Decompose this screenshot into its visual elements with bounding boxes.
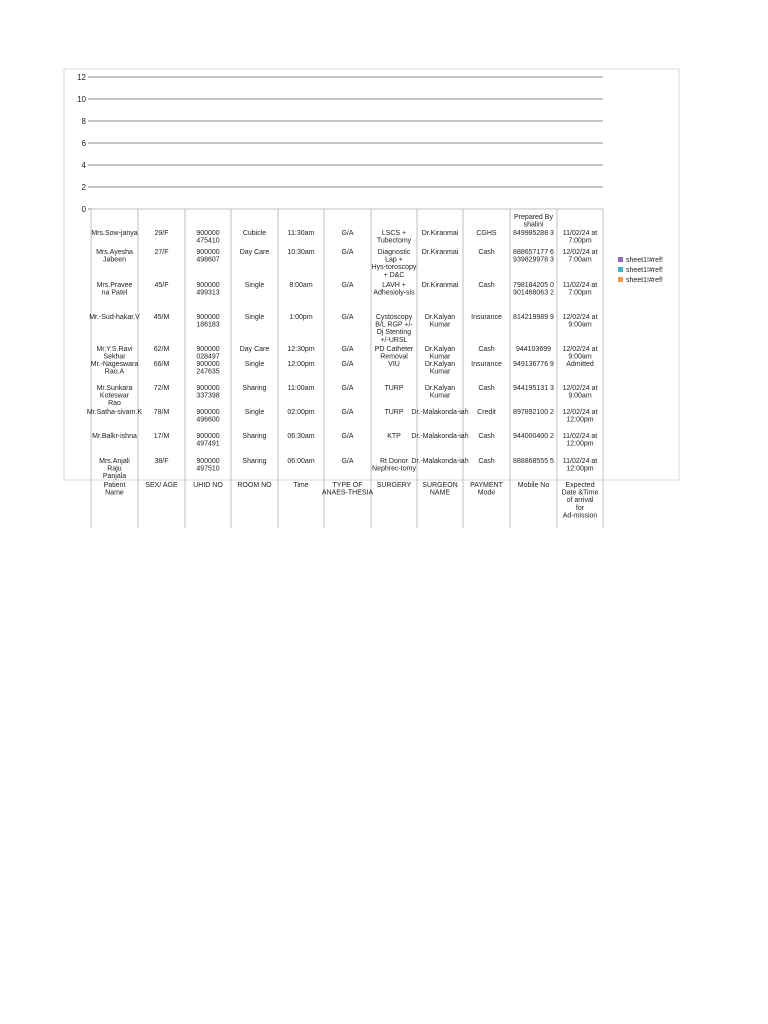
table-cell: G/A: [341, 249, 354, 256]
table-cell: G/A: [341, 458, 354, 465]
table-cell: 62/M: [153, 346, 170, 353]
table-cell: Sharing: [242, 385, 267, 392]
table-cell: CGHS: [476, 230, 497, 237]
table-cell: Cubicle: [242, 230, 267, 237]
table-cell: Mr.Satha-sivam.K: [86, 409, 143, 416]
table-cell: 11/02/24 at 7:00pm: [562, 230, 598, 245]
table-cell: Dr.Kiranmai: [421, 249, 459, 256]
table-cell: 888657177 6 939829978 3: [513, 249, 554, 264]
table-cell: Cash: [478, 433, 495, 440]
table-cell: 12/02/24 at 12:00pm: [562, 409, 598, 424]
table-cell: 12/02/24 at 9:00am: [562, 385, 598, 400]
table-cell: 900000 186183: [196, 314, 220, 329]
table-cell: 897892100 2: [513, 409, 554, 416]
table-cell: Mr.Sunkara Koteswar Rao: [96, 385, 133, 408]
table-cell: Cash: [478, 282, 495, 289]
table-cell: 12/02/24 at 9:00am: [562, 314, 598, 329]
legend-swatch: [618, 277, 623, 282]
table-cell: G/A: [341, 346, 354, 353]
table-cell: G/A: [341, 433, 354, 440]
table-header-cell: Expected Date &Time of arrival for Ad-mission: [561, 482, 599, 520]
table-cell: Insurance: [471, 361, 502, 368]
table-cell: Single: [244, 314, 265, 321]
table-cell: TURP: [384, 409, 404, 416]
table-cell: G/A: [341, 361, 354, 368]
table-cell: Admitted: [566, 361, 594, 368]
table-header-cell: Time: [293, 482, 309, 489]
table-cell: 12:30pm: [287, 346, 315, 353]
table-cell: Sharing: [242, 433, 267, 440]
table-header-cell: Mobile No: [517, 482, 550, 489]
table-cell: KTP: [387, 433, 401, 440]
legend-swatch: [618, 267, 623, 272]
table-cell: Insurance: [471, 314, 502, 321]
table-cell: 900000 497510: [196, 458, 220, 473]
y-tick-label: 4: [81, 161, 86, 170]
table-cell: 06:30am: [287, 433, 315, 440]
table-cell: 900000 498607: [196, 249, 220, 264]
table-cell: Single: [244, 409, 265, 416]
table-cell: 17/M: [153, 433, 170, 440]
table-cell: Credit: [477, 409, 496, 416]
table-cell: Mr.-Nageswara Rao.A: [90, 361, 139, 376]
table-cell: 8:00am: [289, 282, 313, 289]
table-cell: 900000 497491: [196, 433, 220, 448]
table-cell: Cash: [478, 346, 495, 353]
table-cell: Dr.Kiranmai: [421, 230, 459, 237]
table-cell: Dr.Kalyan Kumar: [424, 346, 456, 361]
table-cell: 814219989 9: [513, 314, 554, 321]
table-cell: 1:00pm: [289, 314, 313, 321]
table-cell: Cash: [478, 249, 495, 256]
table-cell: 944195131 3: [513, 385, 554, 392]
legend-swatch: [618, 257, 623, 262]
table-cell: Mr.-Sud-hakar.V: [89, 314, 140, 321]
table-cell: G/A: [341, 314, 354, 321]
table-header-cell: ROOM NO: [237, 482, 272, 489]
table-cell: LAVH + Adhesioly-sis: [373, 282, 415, 297]
table-cell: LSCS + Tubectomy: [376, 230, 412, 245]
table-cell: G/A: [341, 282, 354, 289]
y-tick-label: 0: [81, 205, 86, 214]
table-cell: Sharing: [242, 458, 267, 465]
table-cell: 12/02/24 at 7:00am: [562, 249, 598, 264]
table-cell: Rt Donor Nephrec-tomy: [372, 458, 416, 473]
table-header-cell: TYPE OF ANAES-THESIA: [321, 482, 374, 497]
y-tick-label: 6: [81, 139, 86, 148]
table-cell: Dr.-Malakonda-iah: [411, 409, 469, 416]
table-cell: G/A: [341, 230, 354, 237]
table-cell: 11/02/24 at 7:00pm: [562, 282, 598, 297]
table-cell: 11/02/24 at 12:00pm: [562, 458, 598, 473]
table-cell: Cystoscopy B/L RGP +/-Dj Stenting +/-URSL: [375, 314, 413, 344]
table-cell: 900000 496600: [196, 409, 220, 424]
table-cell: 900000 475410: [196, 230, 220, 245]
table-cell: Mr.Y.S.Ravi Sekhar: [96, 346, 133, 361]
table-cell: Dr.-Malakonda-iah: [411, 433, 469, 440]
table-cell: 900000 028497: [196, 346, 220, 361]
table-cell: Dr.Kalyan Kumar: [424, 314, 456, 329]
table-cell: 12:00pm: [287, 361, 315, 368]
table-cell: 10:30am: [287, 249, 315, 256]
table-cell: Dr.Kalyan Kumar: [424, 361, 456, 376]
y-tick-label: 12: [77, 73, 86, 82]
table-cell: 45/F: [154, 282, 169, 289]
table-cell: Mrs.Pravee na Patel: [96, 282, 133, 297]
table-cell: PD Catheter Removal: [374, 346, 414, 361]
table-cell: Day Care: [239, 249, 270, 256]
table-cell: 900000 499313: [196, 282, 220, 297]
table-cell: Day Care: [239, 346, 270, 353]
table-cell: Single: [244, 282, 265, 289]
table-cell: 27/F: [154, 249, 169, 256]
table-cell: 900000 337398: [196, 385, 220, 400]
table-cell: 888868555 5: [513, 458, 554, 465]
table-cell: Diagnostic Lap + Hys-toroscopy + D&C: [371, 249, 417, 279]
table-cell: 944103699: [515, 346, 552, 353]
table-cell: Mrs.Ayesha Jabeen: [96, 249, 133, 264]
table-cell: 06:00am: [287, 458, 315, 465]
table-header-cell: SEX/ AGE: [145, 482, 178, 489]
table-cell: G/A: [341, 385, 354, 392]
table-cell: 949136776 9: [513, 361, 554, 368]
table-cell: 11:30am: [287, 230, 315, 237]
table-cell: 02:00pm: [287, 409, 315, 416]
legend-label: sheet1!#ref!: [626, 257, 663, 264]
legend-label: sheet1!#ref!: [626, 277, 663, 284]
table-cell: 72/M: [153, 385, 170, 392]
table-cell: 78/M: [153, 409, 170, 416]
y-tick-label: 10: [77, 95, 86, 104]
table-cell: 45/M: [153, 314, 170, 321]
table-cell: Dr.Kalyan Kumar: [424, 385, 456, 400]
table-cell: 849985288 3: [513, 230, 554, 237]
table-header-cell: Patient Name: [103, 482, 126, 497]
table-header-cell: SURGEON NAME: [422, 482, 458, 497]
table-cell: 11:00am: [287, 385, 315, 392]
table-cell: Mrs.Sow-janya: [91, 230, 138, 237]
table-cell: Cash: [478, 458, 495, 465]
table-cell: 38/F: [154, 458, 169, 465]
table-cell: Mrs.Anjali Raju Panjala: [99, 458, 130, 481]
table-cell: 900000 247635: [196, 361, 220, 376]
table-cell: 29/F: [154, 230, 169, 237]
table-cell: VIU: [388, 361, 400, 368]
table-cell: Cash: [478, 385, 495, 392]
table-cell: Mr.Balkr-ishna: [92, 433, 137, 440]
table-cell: Dr.-Malakonda-iah: [411, 458, 469, 465]
table-cell: 12/02/24 at 9:00am: [562, 346, 598, 361]
table-header-cell: UHID NO: [193, 482, 223, 489]
table-cell: TURP: [384, 385, 404, 392]
table-header-cell: PAYMENT Mode: [470, 482, 503, 497]
table-cell: 66/M: [153, 361, 170, 368]
legend-label: sheet1!#ref!: [626, 267, 663, 274]
table-cell: Single: [244, 361, 265, 368]
table-cell: G/A: [341, 409, 354, 416]
y-tick-label: 2: [81, 183, 86, 192]
table-cell: 798184205 0 901468063 2: [513, 282, 554, 297]
table-cell: Dr.Kiranmai: [421, 282, 459, 289]
prepared-by-label: Prepared By shalini: [514, 214, 553, 229]
table-header-cell: SURGERY: [376, 482, 412, 489]
table-cell: 11/02/24 at 12:00pm: [562, 433, 598, 448]
y-tick-label: 8: [81, 117, 86, 126]
table-cell: 944000400 2: [513, 433, 554, 440]
